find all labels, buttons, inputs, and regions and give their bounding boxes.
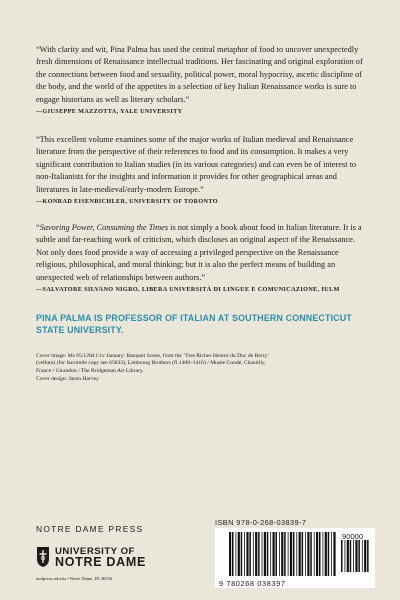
- blurb-attribution: —GIUSEPPE MAZZOTTA, YALE UNIVERSITY: [36, 108, 183, 116]
- quote-body: is not simply a book about food in Italian literature. It is a subtle and far-reaching work of criticism, which discloses an original aspect of the Renaissance. Not only does food provide a way of accessing a privileged perspective on the Renaissance religious, philosophical, and moral thinking; but it is also the perfect means of building an unexpected web of relationships between authors.”: [36, 223, 362, 282]
- press-address: undpress.nd.edu • Notre Dame, IN 46556: [36, 576, 113, 581]
- credit-line: Cover image: Ms 65/1284 f.1v January: Banquet Scene, from the ‘Tres Riches Heures du Duc de Berry’: [36, 352, 270, 359]
- isbn-label: ISBN 978-0-268-03839-7: [215, 518, 307, 527]
- university-logo: [36, 546, 146, 568]
- blurb-quote: “This excellent volume examines some of the major works of Italian medieval and Renaissance literature from the perspective of their references to food and its consumption. It makes a very significant contribution to Italian studies (in its various categories) and can even be of interest to non-Italianists for the insights and information it provides for other geographical areas and literatures in late-medieval/early-modern Europe.”: [36, 135, 357, 194]
- blurb-quote: “With clarity and wit, Pina Palma has used the central metaphor of food to uncover unexpectedly fresh dimensions of Renaissance intellectual traditions. Her fascinating and original exploration of the connections between food and sexuality, political power, moral hypocrisy, ascetic discipline of the body, and the world of the appetites in a selection of key Italian Renaissance works is sure to engage historians as well as literary scholars.”: [36, 45, 363, 104]
- credit-line: France / Giraudon / The Bridgeman Art Library.: [36, 368, 144, 375]
- blurbs-section: [36, 44, 366, 384]
- book-title: Savoring Power, Consuming the Times: [39, 223, 169, 233]
- price-barcode: [339, 540, 373, 584]
- price-code: 90000: [342, 532, 364, 541]
- quote-open-mark: “: [36, 223, 40, 233]
- design-credit: Cover design: Jason Harvey: [36, 376, 99, 383]
- university-wordmark: [55, 547, 146, 568]
- credit-line: (vellum) (for facsimile copy see 65833), Limbourg Brothers (fl.1400–1416) / Musée Condé, Chantilly,: [36, 360, 266, 367]
- blurb-attribution: —KONRAD EISENBICHLER, UNIVERSITY OF TORONTO: [36, 198, 218, 206]
- press-name: NOTRE DAME PRESS: [36, 524, 144, 534]
- blurb-quote: [36, 222, 366, 284]
- isbn-barcode: [215, 528, 340, 580]
- shield-icon: [36, 546, 50, 568]
- barcode-area: [215, 528, 375, 588]
- university-line2: NOTRE DAME: [55, 555, 147, 569]
- blurb-nigro: [36, 222, 366, 294]
- blurb-eisenbichler: [36, 134, 366, 206]
- blurb-attribution: —SALVATORE SILVANO NIGRO, LIBERA UNIVERSITÀ DI LINGUE E COMUNICAZIONE, IULM: [36, 286, 340, 294]
- author-bio: PINA PALMA IS PROFESSOR OF ITALIAN AT SOUTHERN CONNECTICUT STATE UNIVERSITY.: [36, 313, 352, 336]
- blurb-mazzotta: [36, 44, 366, 116]
- isbn-digits: 9 780268 038397: [219, 579, 286, 588]
- university-line1: UNIVERSITY OF: [55, 545, 135, 557]
- cover-credits: [36, 353, 366, 385]
